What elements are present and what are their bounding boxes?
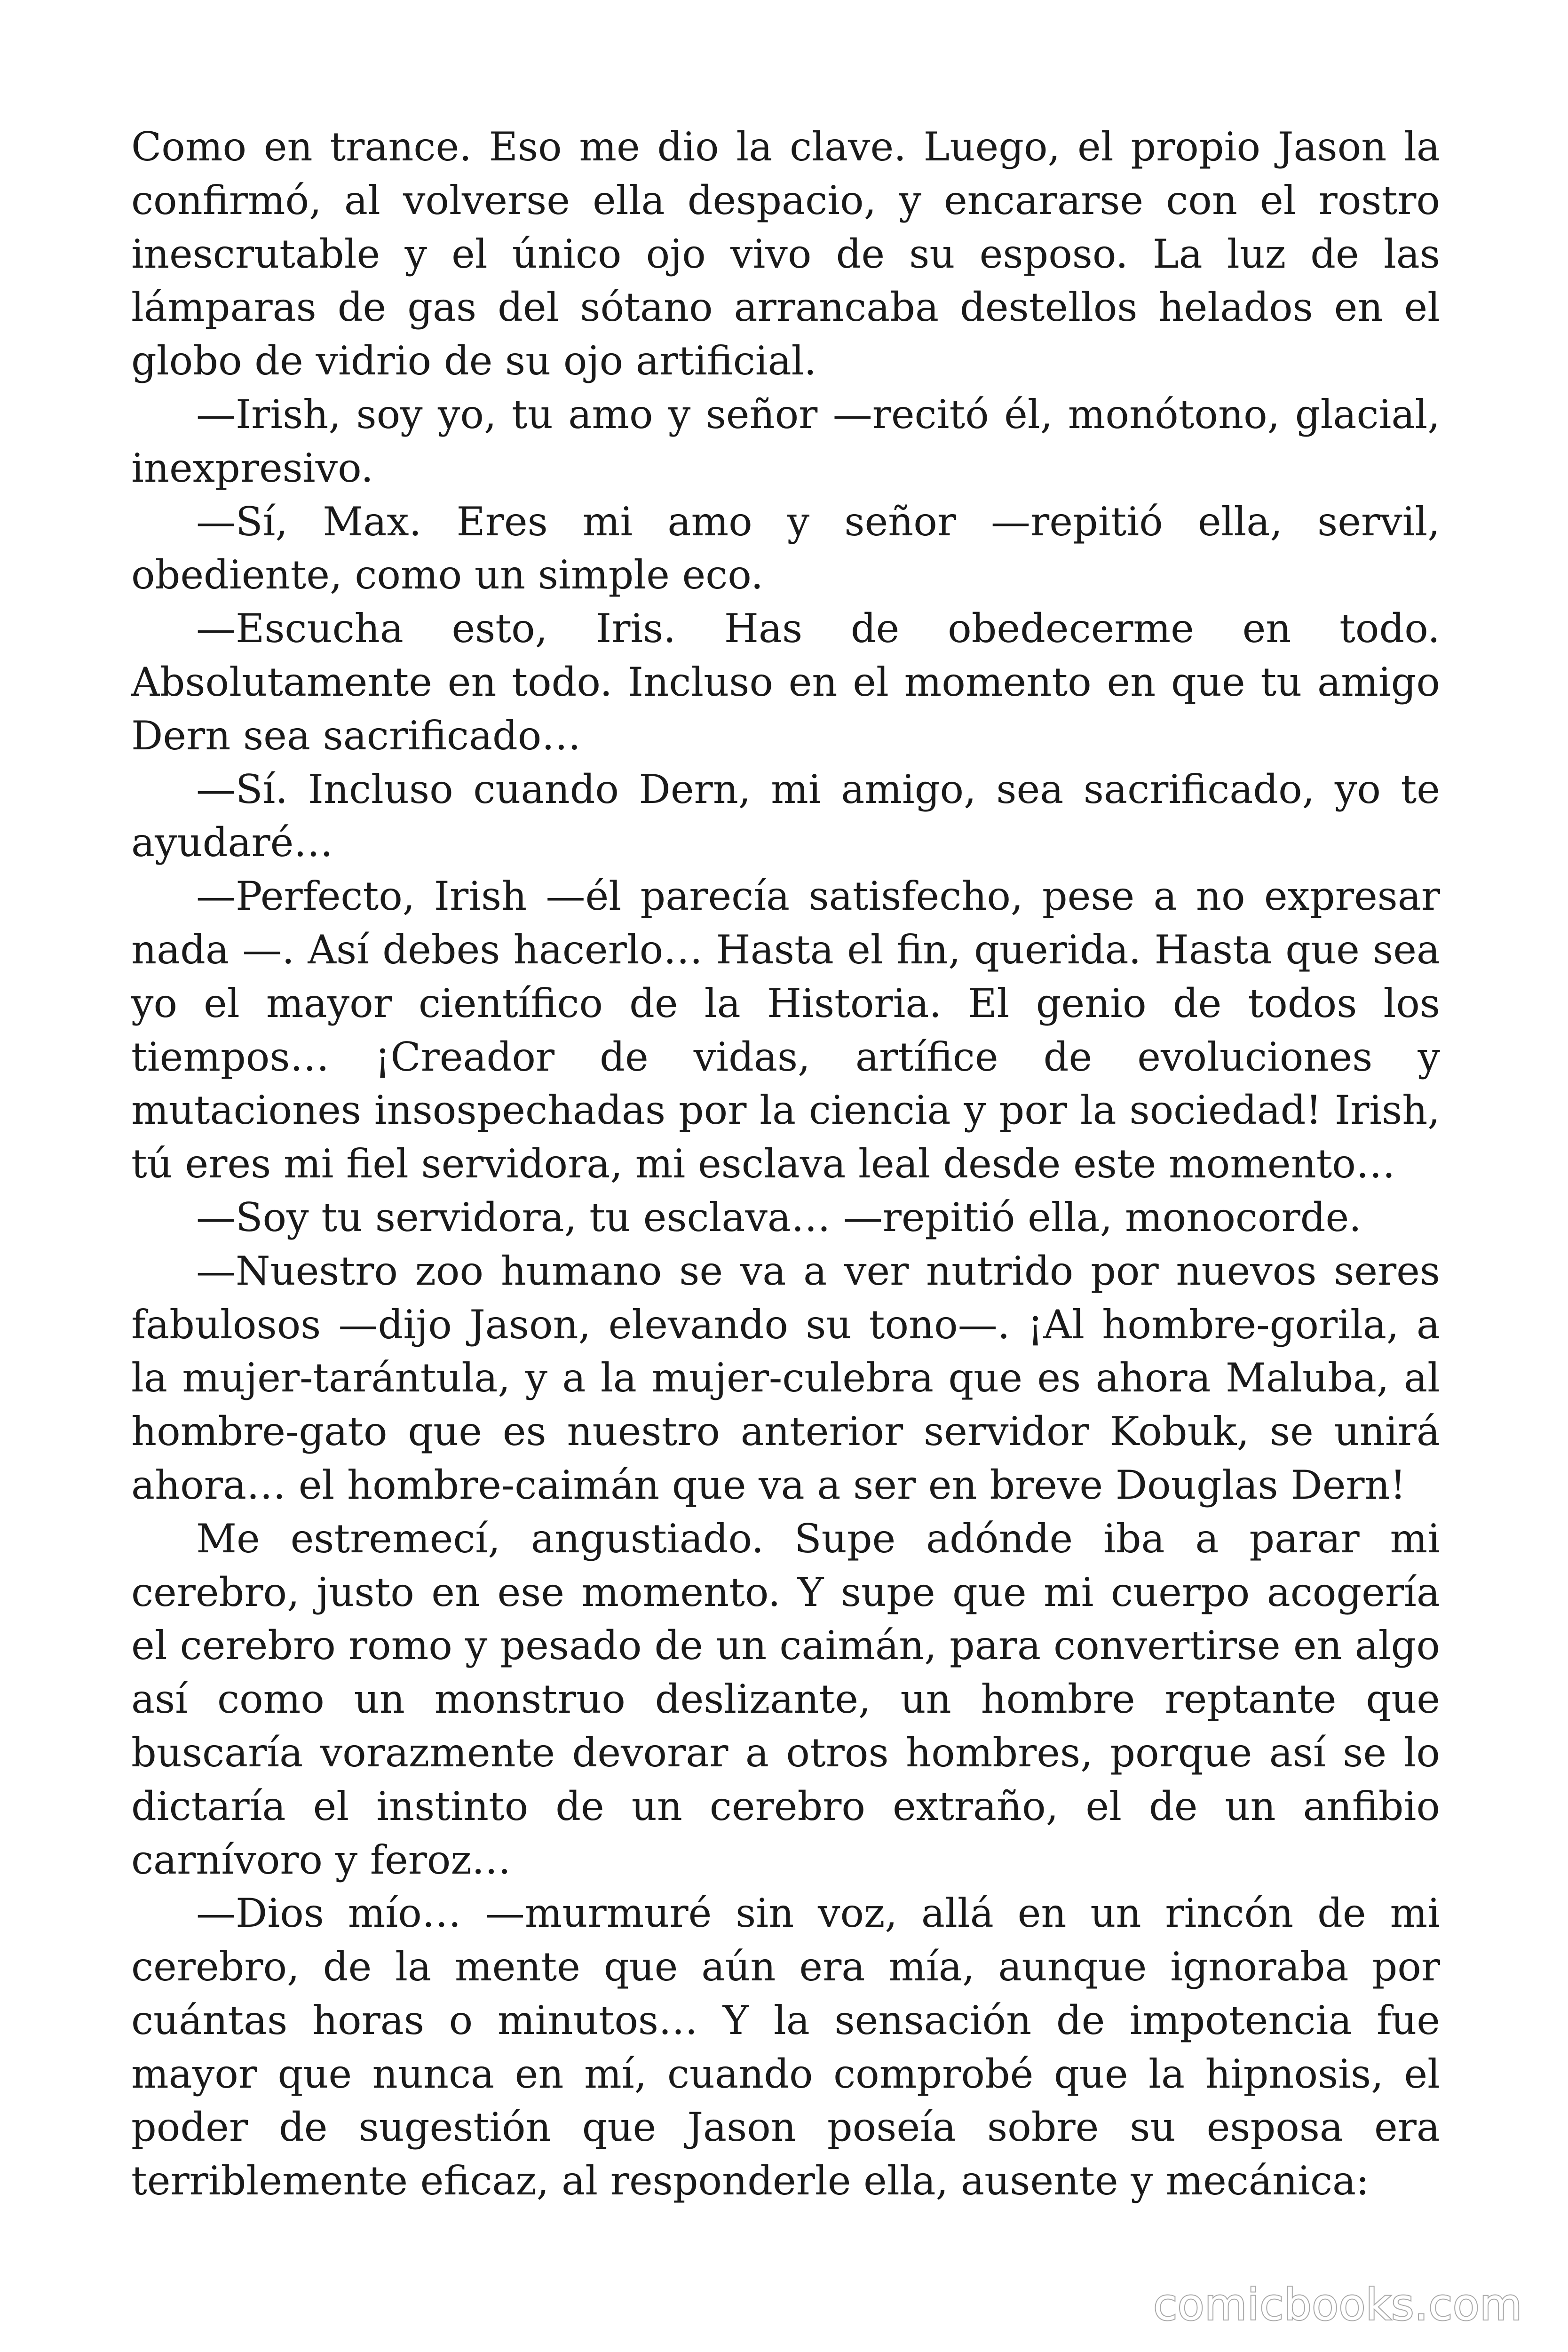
paragraph: —Nuestro zoo humano se va a ver nutrido por nuevos seres fabulosos —dijo Jason, elevando su tono—. ¡Al hombre-gorila, a la mujer-tarántula, y a la mujer-culebra que es ahora Maluba, al hombre-gato que es nuestro anterior servidor Kobuk, se unirá ahora… el hombre-caimán que va a ser en breve Douglas Dern! <box>131 1248 1440 1508</box>
paragraph: —Irish, soy yo, tu amo y señor —recitó él, monótono, glacial, inexpresivo. <box>131 391 1440 491</box>
paragraph: —Escucha esto, Iris. Has de obedecerme en todo. Absolutamente en todo. Incluso en el momento en que tu amigo Dern sea sacrificado… <box>131 605 1440 759</box>
document-page <box>131 120 1440 2237</box>
watermark: comicbooks.com <box>1153 2280 1522 2330</box>
paragraph: —Dios mío… —murmuré sin voz, allá en un rincón de mi cerebro, de la mente que aún era mía, aunque ignoraba por cuántas horas o minutos… Y la sensación de impotencia fue mayor que nunca en mí, cuando comprobé que la hipnosis, el poder de sugestión que Jason poseía sobre su esposa era terriblemente eficaz, al responderle ella, ausente y mecánica: <box>131 1890 1440 2204</box>
paragraph: —Perfecto, Irish —él parecía satisfecho, pese a no expresar nada —. Así debes hacerlo… Hasta el fin, querida. Hasta que sea yo el mayor científico de la Historia. El genio de todos los tiempos… ¡Creador de vidas, artífice de evoluciones y mutaciones insospechadas por la ciencia y por la sociedad! Irish, tú eres mi fiel servidora, mi esclava leal desde este momento… <box>131 873 1440 1187</box>
paragraph: —Sí, Max. Eres mi amo y señor —repitió ella, servil, obediente, como un simple eco. <box>131 498 1440 598</box>
paragraph: —Soy tu servidora, tu esclava… —repitió ella, monocorde. <box>196 1194 1362 1240</box>
paragraph: Me estremecí, angustiado. Supe adónde iba a parar mi cerebro, justo en ese momento. Y supe que mi cuerpo acogería el cerebro romo y pesado de un caimán, para convertirse en algo así como un monstruo deslizante, un hombre reptante que buscaría vorazmente devorar a otros hombres, porque así se lo dictaría el instinto de un cerebro extraño, el de un anfibio carnívoro y feroz… <box>131 1515 1440 1883</box>
paragraph: Como en trance. Eso me dio la clave. Luego, el propio Jason la confirmó, al volverse ella despacio, y encararse con el rostro inescrutable y el único ojo vivo de su esposo. La luz de las lámparas de gas del sótano arrancaba destellos helados en el globo de vidrio de su ojo artificial. <box>131 124 1440 384</box>
paragraph: —Sí. Incluso cuando Dern, mi amigo, sea sacrificado, yo te ayudaré… <box>131 766 1440 866</box>
